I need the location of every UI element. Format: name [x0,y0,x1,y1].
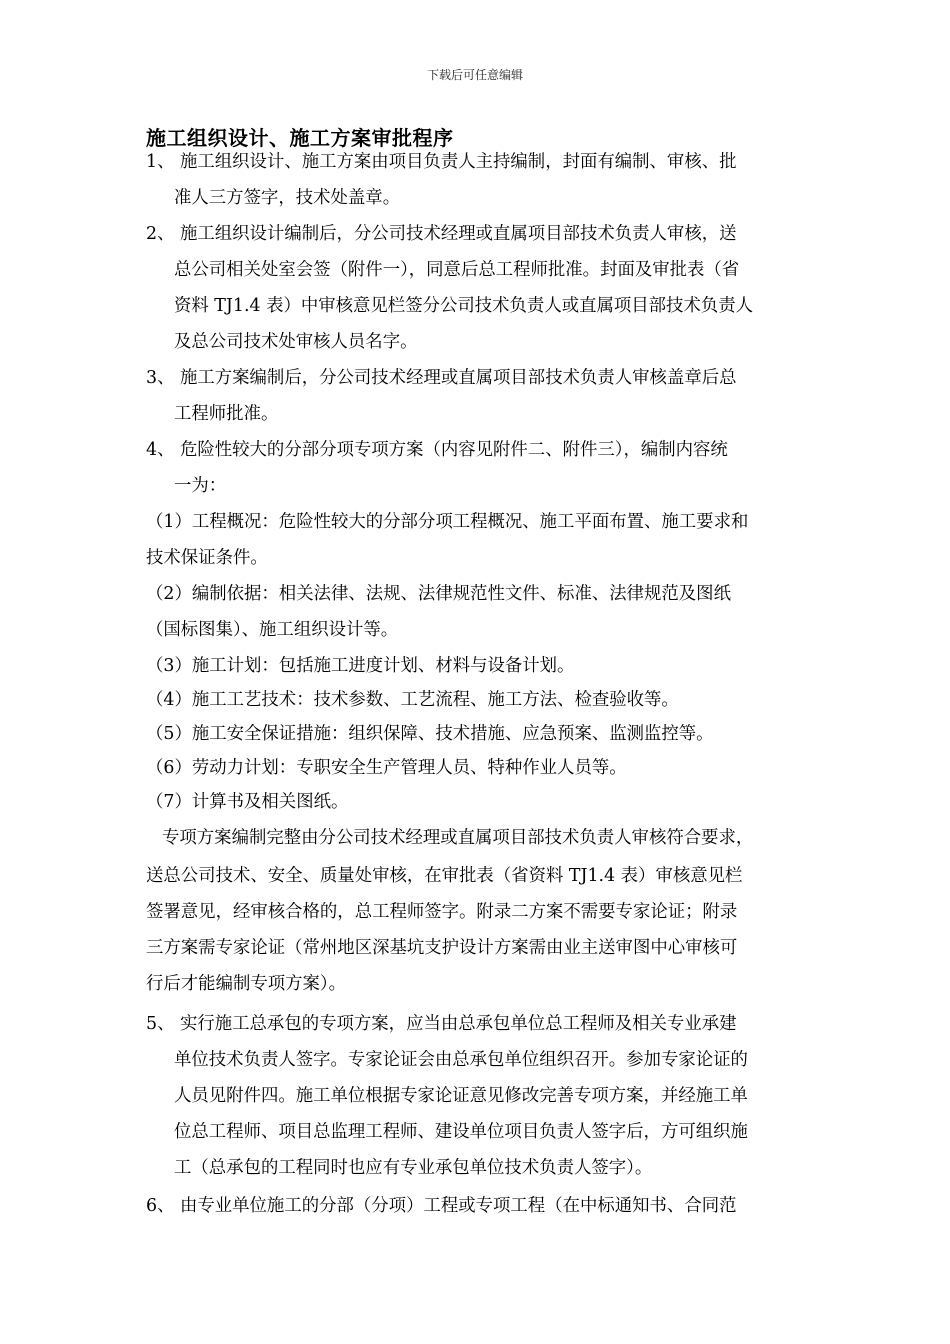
paragraph-line: 位总工程师、项目总监理工程师、建设单位项目负责人签字后，方可组织施 [174,1122,748,1142]
paragraph-line: 资料 TJ1.4 表）中审核意见栏签分公司技术负责人或直属项目部技术负责人 [174,296,754,316]
page-header-note: 下载后可任意编辑 [426,68,523,82]
paragraph-line: 2、 施工组织设计编制后，分公司技术经理或直属项目部技术负责人审核，送 [146,224,737,244]
paragraph-line: 技术保证条件。 [146,548,268,568]
paragraph-line: 4、 危险性较大的分部分项专项方案（内容见附件二、附件三），编制内容统 [146,440,728,460]
paragraph-line: （7）计算书及相关图纸。 [146,792,349,812]
paragraph-line: 工（总承包的工程同时也应有专业承包单位技术负责人签字）。 [174,1158,653,1178]
paragraph-line: 准人三方签字，技术处盖章。 [174,188,401,208]
paragraph-line: 三方案需专家论证（常州地区深基坑支护设计方案需由业主送审图中心审核可 [146,938,738,958]
paragraph-line: 人员见附件四。施工单位根据专家论证意见修改完善专项方案，并经施工单 [174,1086,748,1106]
paragraph-line: 工程师批准。 [174,404,279,424]
paragraph-line: （5）施工安全保证措施：组织保障、技术措施、应急预案、监测监控等。 [146,724,714,744]
paragraph-line: （6）劳动力计划：专职安全生产管理人员、特种作业人员等。 [146,758,627,778]
paragraph-line: 及总公司技术处审核人员名字。 [174,332,418,352]
paragraph-line: （3）施工计划：包括施工进度计划、材料与设备计划。 [146,656,575,676]
paragraph-line: （国标图集）、施工组织设计等。 [146,620,399,640]
document-title: 施工组织设计、施工方案审批程序 [146,126,454,150]
paragraph-line: 3、 施工方案编制后，分公司技术经理或直属项目部技术负责人审核盖章后总 [146,368,737,388]
paragraph-line: 单位技术负责人签字。专家论证会由总承包单位组织召开。参加专家论证的 [174,1050,748,1070]
paragraph-line: 签署意见，经审核合格的，总工程师签字。附录二方案不需要专家论证；附录 [146,902,738,922]
paragraph-line: 一为： [174,476,227,496]
paragraph-line: 专项方案编制完整由分公司技术经理或直属项目部技术负责人审核符合要求， [162,828,754,848]
paragraph-line: 行后才能编制专项方案）。 [146,974,346,994]
paragraph-line: （4）施工工艺技术：技术参数、工艺流程、施工方法、检查验收等。 [146,690,679,710]
paragraph-line: 1、 施工组织设计、施工方案由项目负责人主持编制，封面有编制、审核、批 [146,152,737,172]
paragraph-line: （1）工程概况：危险性较大的分部分项工程概况、施工平面布置、施工要求和 [146,512,749,532]
paragraph-line: （2）编制依据：相关法律、法规、法律规范性文件、标准、法律规范及图纸 [146,584,731,604]
paragraph-line: 6、 由专业单位施工的分部（分项）工程或专项工程（在中标通知书、合同范 [146,1196,737,1216]
paragraph-line: 5、 实行施工总承包的专项方案，应当由总承包单位总工程师及相关专业承建 [146,1014,737,1034]
paragraph-line: 总公司相关处室会签（附件一），同意后总工程师批准。封面及审批表（省 [174,260,740,280]
paragraph-line: 送总公司技术、安全、质量处审核，在审批表（省资料 TJ1.4 表）审核意见栏 [146,866,743,886]
